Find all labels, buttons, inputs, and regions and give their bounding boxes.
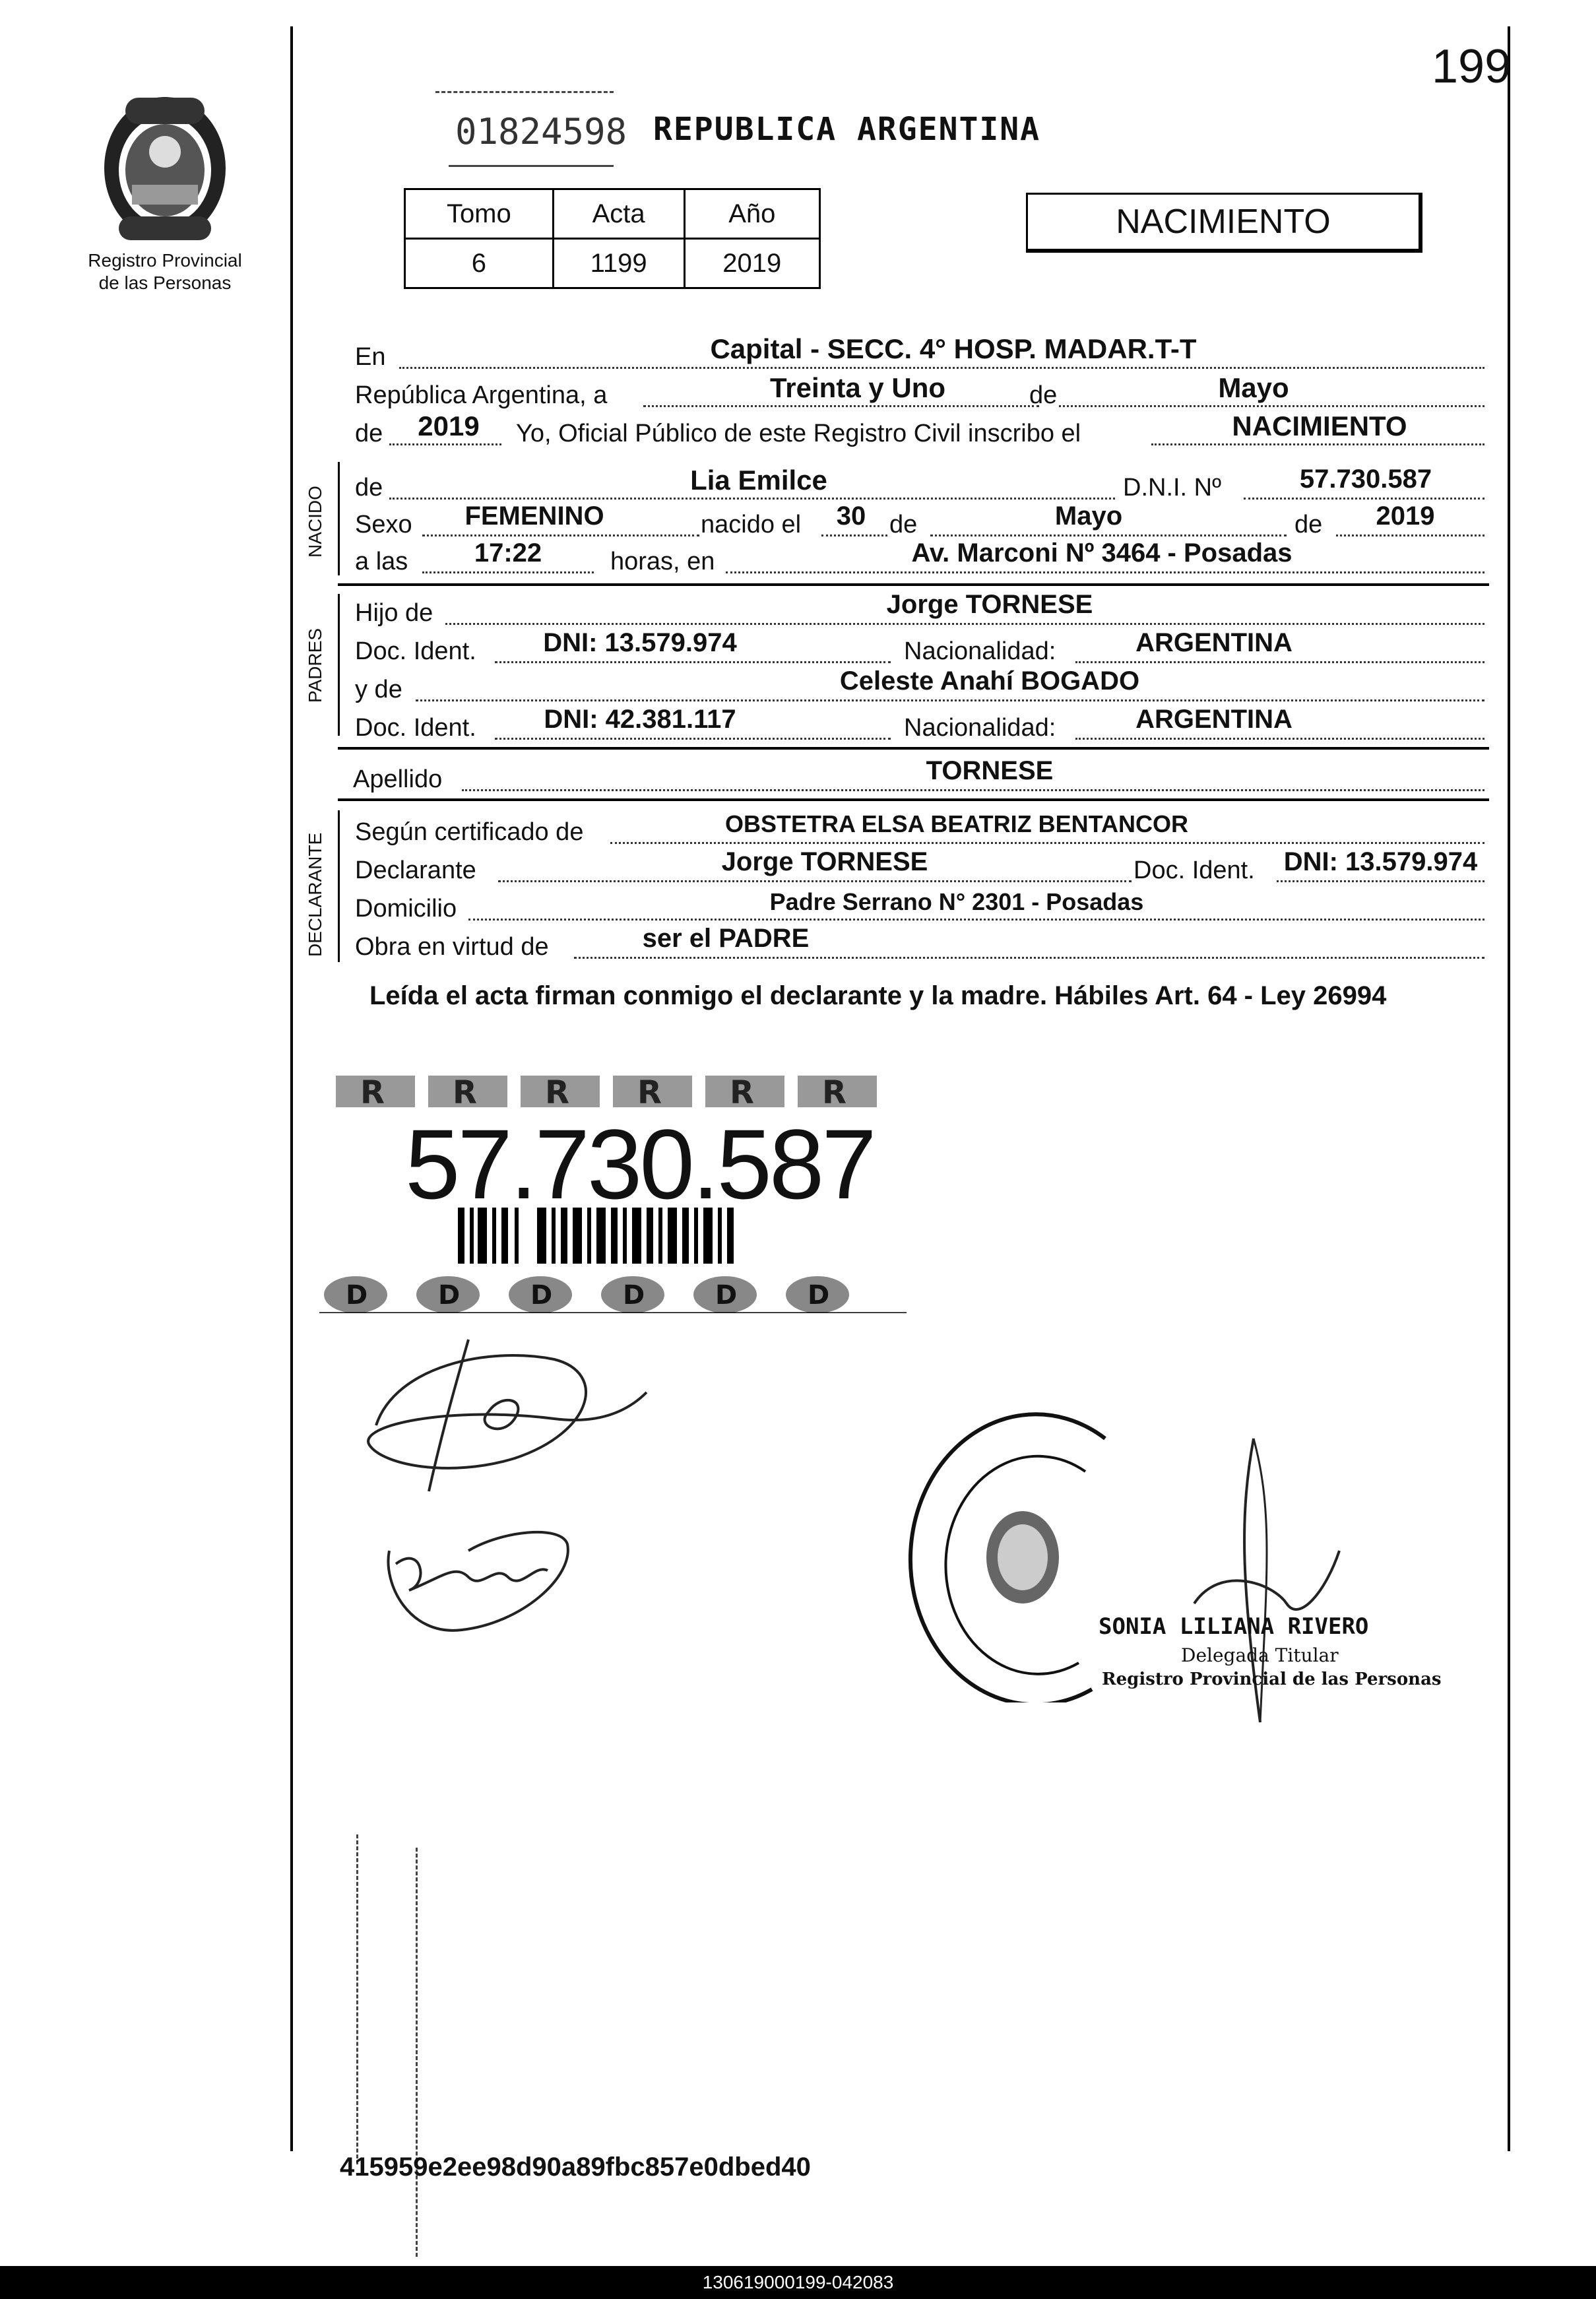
- sticker-letter-bottom-3: D: [530, 1280, 553, 1311]
- sexo-value: FEMENINO: [464, 502, 604, 531]
- birth-month: Mayo: [1054, 502, 1123, 531]
- seal-icon: [99, 92, 231, 244]
- official-org: Registro Provincial de las Personas: [1102, 1669, 1442, 1689]
- label-republica: República Argentina, a: [355, 381, 608, 409]
- year-value: 2019: [418, 410, 480, 441]
- place-value: Capital - SECC. 4° HOSP. MADAR.T-T: [710, 333, 1197, 364]
- father-doc: DNI: 13.579.974: [543, 628, 737, 657]
- sticker-letter-top-1: R: [360, 1074, 385, 1111]
- sticker-letter-bottom-6: D: [808, 1280, 830, 1311]
- label-certificado: Según certificado de: [355, 818, 584, 846]
- label-dni: D.N.I. Nº: [1123, 474, 1221, 502]
- label-de: de: [1029, 381, 1058, 409]
- label-domicilio: Domicilio: [355, 895, 457, 923]
- label-en: En: [355, 343, 386, 371]
- signature-icon: [369, 1511, 594, 1650]
- label-apellido: Apellido: [353, 765, 443, 793]
- section-declarante: DECLARANTE: [305, 832, 325, 957]
- declarante-doc: DNI: 13.579.974: [1283, 847, 1478, 876]
- label-horas: horas, en: [610, 548, 715, 575]
- label-de-4: de: [1294, 511, 1323, 538]
- province-seal: [99, 92, 231, 244]
- child-dni: 57.730.587: [1299, 465, 1432, 494]
- birth-day: 30: [836, 502, 866, 531]
- mother-name: Celeste Anahí BOGADO: [839, 666, 1140, 696]
- signature-declarante: [356, 1326, 660, 1498]
- birth-year: 2019: [1376, 502, 1435, 531]
- label-nac-father: Nacionalidad:: [904, 637, 1056, 665]
- label-a-las: a las: [355, 548, 408, 575]
- issuer-name: Registro Provincial de las Personas: [88, 250, 242, 293]
- father-nationality: ARGENTINA: [1135, 628, 1293, 657]
- label-hijo-de: Hijo de: [355, 599, 433, 627]
- header-acta: Acta: [553, 189, 684, 239]
- document-hash: 415959e2ee98d90a89fbc857e0dbed40: [340, 2153, 811, 2182]
- header-anio: Año: [684, 189, 819, 239]
- sticker-letter-bottom-1: D: [346, 1280, 368, 1311]
- value-tomo: 6: [405, 239, 554, 288]
- sticker-letter-bottom-4: D: [623, 1280, 645, 1311]
- label-doc-mother: Doc. Ident.: [355, 714, 476, 742]
- declarante-value: Jorge TORNESE: [721, 847, 928, 876]
- month-value: Mayo: [1218, 372, 1289, 403]
- record-table: [404, 188, 821, 289]
- label-doc-declarante: Doc. Ident.: [1133, 857, 1255, 884]
- country-title: REPUBLICA ARGENTINA: [653, 111, 1041, 148]
- label-doc-father: Doc. Ident.: [355, 637, 476, 665]
- value-acta: 1199: [553, 239, 684, 288]
- sticker-number: 57.730.587: [405, 1109, 874, 1219]
- sticker-letter-top-5: R: [730, 1074, 754, 1111]
- label-de-3: de: [889, 511, 918, 538]
- id-sticker: [319, 1062, 907, 1313]
- footer-code: 130619000199-042083: [702, 2272, 894, 2292]
- domicilio-value: Padre Serrano N° 2301 - Posadas: [769, 888, 1144, 915]
- label-nacido-el: nacido el: [701, 511, 802, 538]
- section-padres: PADRES: [305, 628, 325, 703]
- sticker-letter-top-4: R: [637, 1074, 662, 1111]
- signature-icon: [356, 1326, 660, 1498]
- page-number: 199: [1432, 40, 1512, 93]
- label-de2: de: [355, 420, 383, 447]
- birth-place: Av. Marconi Nº 3464 - Posadas: [911, 538, 1293, 567]
- signature-madre: [369, 1511, 594, 1650]
- label-declarante: Declarante: [355, 857, 476, 884]
- label-obra: Obra en virtud de: [355, 933, 549, 961]
- birth-time: 17:22: [474, 538, 542, 567]
- apellido-value: TORNESE: [926, 756, 1054, 785]
- header-tomo: Tomo: [405, 189, 554, 239]
- section-nacido: NACIDO: [305, 486, 325, 558]
- serial-number: 01824598: [455, 111, 627, 152]
- official-name: SONIA LILIANA RIVERO: [1099, 1613, 1369, 1640]
- child-name: Lia Emilce: [690, 465, 827, 496]
- cert-value: OBSTETRA ELSA BEATRIZ BENTANCOR: [725, 810, 1188, 837]
- sticker-letter-bottom-2: D: [438, 1280, 461, 1311]
- sticker-letter-bottom-5: D: [715, 1280, 738, 1311]
- footer-bar: [0, 2266, 1596, 2299]
- mother-nationality: ARGENTINA: [1135, 705, 1293, 734]
- sticker-letter-top-6: R: [822, 1074, 846, 1111]
- sticker-letter-top-2: R: [453, 1074, 477, 1111]
- obra-value: ser el PADRE: [642, 924, 810, 953]
- record-type-box: NACIMIENTO: [1026, 193, 1422, 253]
- father-name: Jorge TORNESE: [886, 590, 1093, 619]
- right-margin-line: [1508, 26, 1510, 2151]
- oficial-text: Yo, Oficial Público de este Registro Civil inscribo el: [516, 420, 1081, 447]
- day-words: Treinta y Uno: [769, 372, 946, 403]
- left-margin-line: [290, 26, 293, 2151]
- sticker-letter-top-3: R: [545, 1074, 569, 1111]
- value-anio: 2019: [684, 239, 819, 288]
- closing-text: Leída el acta firman conmigo el declarante y la madre. Hábiles Art. 64 - Ley 26994: [369, 981, 1387, 1010]
- mother-doc: DNI: 42.381.117: [544, 705, 736, 734]
- label-sexo: Sexo: [355, 511, 412, 538]
- label-nac-mother: Nacionalidad:: [904, 714, 1056, 742]
- official-stamp: [894, 1399, 1132, 1702]
- label-y-de: y de: [355, 676, 402, 703]
- official-title: Delegada Titular: [1181, 1644, 1339, 1666]
- inscribe-value: NACIMIENTO: [1232, 410, 1407, 441]
- label-nacido-de: de: [355, 474, 383, 502]
